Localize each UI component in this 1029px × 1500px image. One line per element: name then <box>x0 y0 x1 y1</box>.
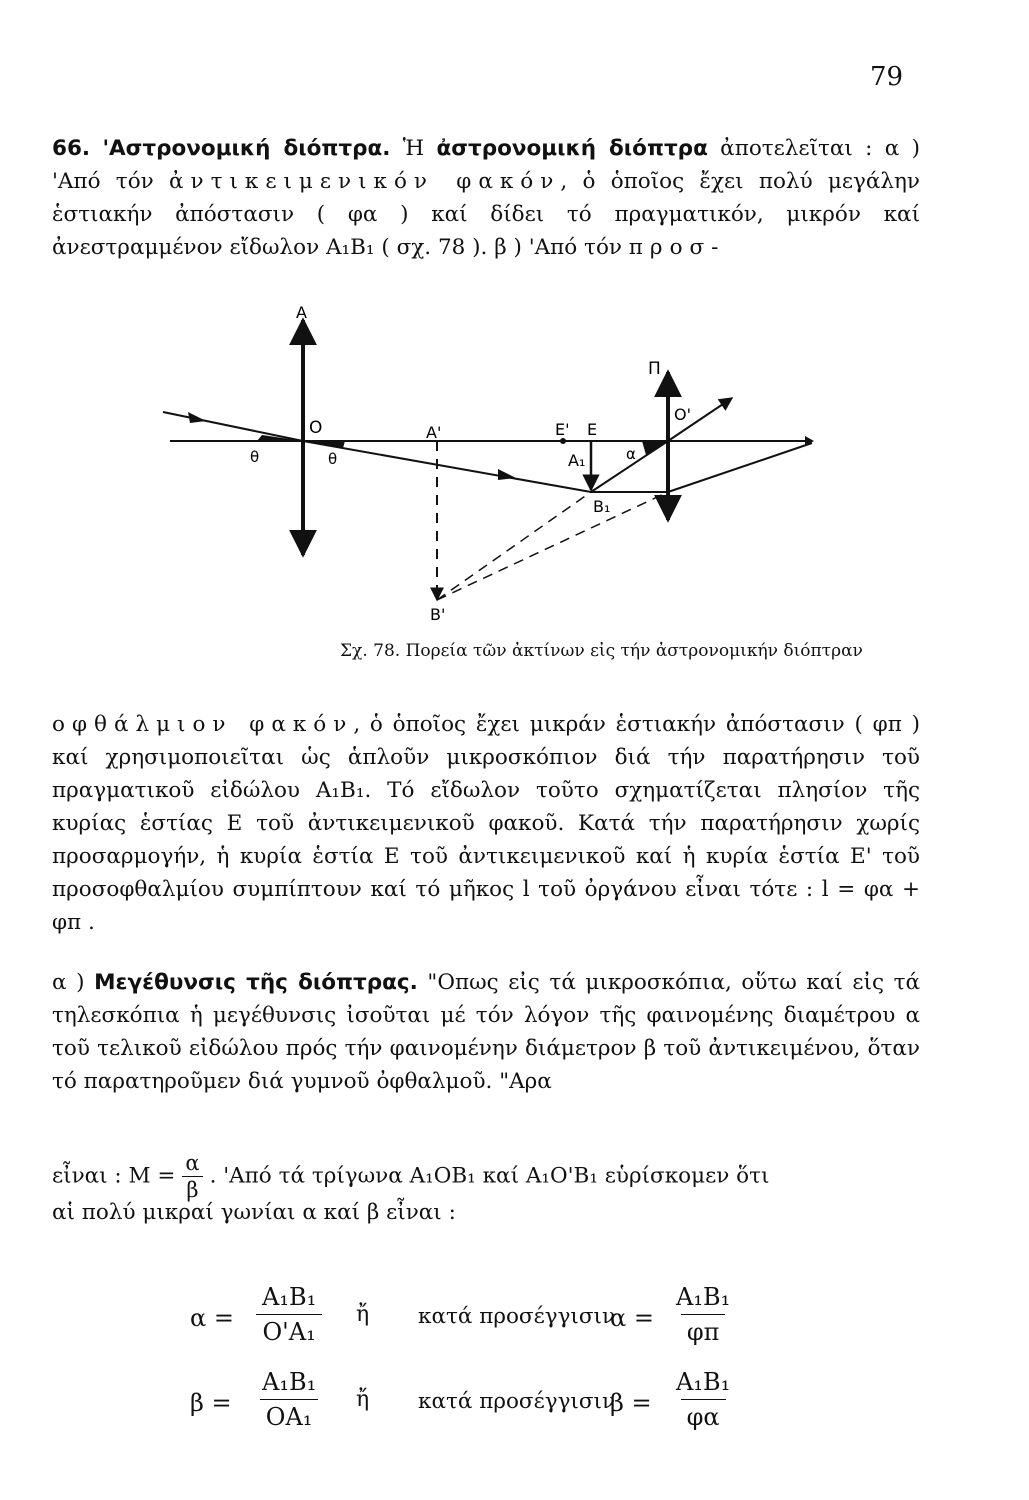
label-A1: A₁ <box>568 451 586 470</box>
equation-beta <box>190 1365 830 1445</box>
incident-ray <box>163 412 303 441</box>
conjunction: ἤ <box>356 1387 370 1412</box>
emergent-ray-2 <box>668 443 812 492</box>
virtual-ray-1 <box>437 492 591 600</box>
angle-theta-right <box>303 441 345 448</box>
fraction <box>256 1280 322 1349</box>
numerator: A₁B₁ <box>676 1283 731 1311</box>
figure-78-diagram <box>0 0 1029 660</box>
equation-lhs: α = <box>190 1304 234 1332</box>
section-number: 66. <box>52 136 91 161</box>
label-A-prime: A' <box>426 423 442 442</box>
text: . 'Από τά τρίγωνα A₁OB₁ καί A₁O'B₁ εὑρίσκομεν ὅτι <box>209 1163 770 1189</box>
denominator: φα <box>681 1399 726 1434</box>
angles-intro: αἱ πολύ μικραί γωνίαι α καί β εἶναι : <box>52 1200 456 1225</box>
numerator: A₁B₁ <box>676 1368 731 1396</box>
spaced-term: οφθάλμιον φακόν <box>52 712 354 737</box>
label-theta-left: θ <box>250 448 260 466</box>
text: Ἡ <box>390 136 437 161</box>
spaced-term: προσ- <box>628 235 726 260</box>
label-A: A <box>296 303 307 322</box>
label-O: O <box>309 418 323 438</box>
formula-length: l = φα + φπ . <box>52 877 921 935</box>
denominator: O'A₁ <box>256 1314 321 1349</box>
equation-alpha <box>190 1280 830 1360</box>
fraction-approx <box>670 1280 736 1349</box>
section-66-paragraph-2 <box>52 708 920 939</box>
label-O-prime: O' <box>674 405 691 424</box>
text: εἶναι : M = <box>52 1163 176 1189</box>
refracted-ray <box>303 441 591 492</box>
virtual-ray-2 <box>437 492 668 600</box>
equation-lhs: β = <box>190 1389 232 1417</box>
denominator: φπ <box>681 1314 726 1349</box>
text: , ὁ ὁποῖος ἔχει μικράν ἑστιακήν ἀπόστασιν ( φπ ) καί χρησιμοποιεῖται ὡς ἁπλοῦν μικροσκόπιον διά τήν παρατήρησιν τοῦ πραγματικοῦ εἰδώλου A₁B₁. Τό εἴδωλον τοῦτο σχηματίζεται πλησίον τῆς κυρίας ἑστίας E τοῦ ἀντικειμενικοῦ φακοῦ. Κατά τήν παρατήρησιν χωρίς προσαρμογήν, ἡ κυρία ἑστία E τοῦ ἀντικειμενικοῦ καί ἡ κυρία ἑστία E' τοῦ προσοφθαλμίου συμπίπτουν καί τό μῆκος l τοῦ ὀργάνου εἶναι τότε : <box>52 712 920 902</box>
label-B-prime: B' <box>430 605 446 624</box>
denominator: β <box>182 1176 202 1203</box>
fraction <box>256 1365 322 1434</box>
label-B1: B₁ <box>593 497 611 516</box>
equation-lhs-approx: α = <box>610 1304 654 1332</box>
label-E-prime: E' <box>555 420 570 439</box>
spaced-term: ἀντικειμενικόν φακόν <box>169 169 561 194</box>
subsection-title: Μεγέθυνσις τῆς διόπτρας. <box>94 970 418 995</box>
numerator: A₁B₁ <box>262 1368 317 1396</box>
label-alpha: α <box>626 445 636 463</box>
conjunction: ἤ <box>356 1302 370 1327</box>
text: ἀποτελεῖται : α ) 'Από τόν <box>52 136 920 194</box>
label-theta-right: θ <box>328 450 338 468</box>
item-label: α ) <box>52 970 85 995</box>
bold-term: ἀστρονομική διόπτρα <box>436 136 708 161</box>
approximation-text: κατά προσέγγισιν <box>418 1389 616 1414</box>
figure-caption: Σχ. 78. Πορεία τῶν ἀκτίνων εἰς τήν ἀστρονομικήν διόπτραν <box>340 641 863 661</box>
numerator: α <box>185 1151 200 1175</box>
label-E: E <box>587 420 598 439</box>
angle-alpha <box>642 441 668 455</box>
equation-lhs-approx: β = <box>610 1389 652 1417</box>
text: , ὁ ὁποῖος ἔχει πολύ μεγάλην ἑστιακήν ἀπόστασιν ( φα ) καί δίδει τό πραγματικόν, μικρόν καί ἀνεστραμμένον εἴδωλον A₁B₁ ( σχ. 78 ). β ) 'Από τόν <box>52 169 920 260</box>
section-title: 'Αστρονομική διόπτρα. <box>102 136 391 161</box>
magnification-paragraph <box>52 966 920 1098</box>
label-Pi: Π <box>648 359 661 379</box>
numerator: A₁B₁ <box>262 1283 317 1311</box>
fraction-approx <box>670 1365 736 1434</box>
approximation-text: κατά προσέγγισιν <box>418 1304 616 1329</box>
denominator: OA₁ <box>260 1399 319 1434</box>
page-number: 79 <box>870 62 904 92</box>
text: "Οπως εἰς τά μικροσκόπια, οὕτω καί εἰς τά τηλεσκόπια ἡ μεγέθυνσις ἰσοῦται μέ τόν λόγον τῆς φαινομένης διαμέτρου α τοῦ τελικοῦ εἰδώλου πρός τήν φαινομένην διάμετρον β τοῦ ἀντικειμένου, ὅταν τό παρατηροῦμεν διά γυμνοῦ ὀφθαλμοῦ. "Αρα <box>52 970 920 1094</box>
